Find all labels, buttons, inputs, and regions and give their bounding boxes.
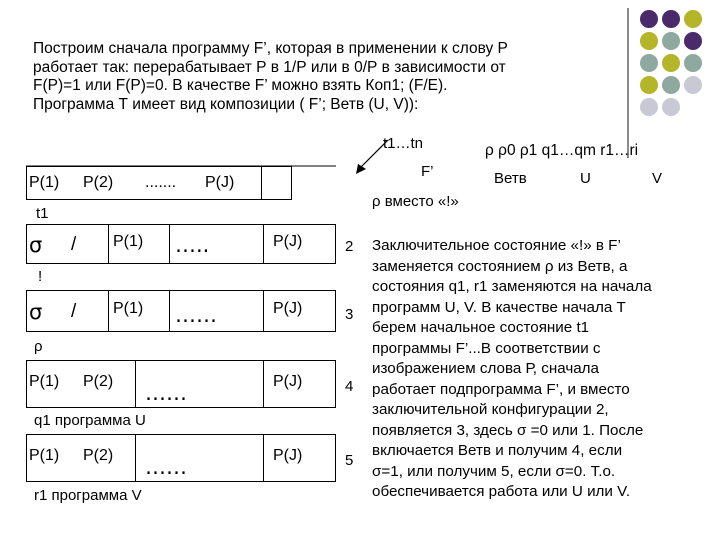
slash-symbol: / [71, 234, 77, 255]
cell-pj: P(J) [205, 174, 235, 191]
state-rho: ρ [34, 338, 43, 355]
explanation-line: σ=1, или получим 5, если σ=0. Т.о. [372, 462, 616, 480]
state-r1-program-v: r1 программа V [34, 487, 142, 504]
tape-4 [26, 360, 336, 408]
column-vetv-label: Ветв [494, 170, 527, 187]
cell-dots: …… [175, 303, 217, 327]
explanation-line: программ U, V. В качестве начала Т [372, 298, 626, 316]
state-t1: t1 [36, 205, 49, 222]
sigma-symbol: σ [29, 300, 43, 324]
cell-pj: P(J) [273, 373, 303, 390]
column-v-label: V [652, 170, 663, 187]
cell-pj: P(J) [273, 300, 303, 317]
cell-p1: P(1) [29, 373, 60, 390]
explanation-line: заключительной конфигурации 2, [372, 401, 609, 418]
config-number-2: 2 [345, 238, 354, 255]
cell-dots: …… [145, 381, 187, 405]
intro-line: работает так: перерабатывает Р в 1/Р или в 0/Р в зависимости от [33, 58, 506, 76]
column-u-label: U [580, 170, 591, 187]
explanation-line: включается Ветв и получим 4, если [372, 442, 623, 459]
config-number-5: 5 [345, 452, 354, 469]
cell-dots: …… [145, 455, 187, 479]
cell-p2: P(2) [83, 174, 114, 191]
explanation-line: берем начальное состояние t1 [372, 319, 590, 336]
tape-2 [26, 224, 336, 264]
cell-pj: P(J) [273, 233, 303, 250]
sigma-symbol: σ [29, 233, 43, 257]
cell-p1: P(1) [113, 300, 144, 317]
cell-p1: P(1) [29, 447, 60, 464]
intro-line: Построим сначала программу F’, которая в применении к слову Р [33, 40, 508, 57]
tape-3 [26, 290, 336, 332]
cell-pj: P(J) [273, 447, 303, 464]
cell-p1: P(1) [113, 233, 144, 250]
explanation-line: заменяется состоянием ρ из Ветв, а [372, 257, 628, 275]
explanation-line: программы F’...В соответствии с [372, 339, 601, 357]
state-q1-program-u: q1 программа U [34, 412, 146, 429]
explanation-line: Заключительное состояние «!» в F’ [372, 237, 621, 254]
intro-line: F(P)=1 или F(P)=0. В качестве F’ можно взять Коп1; (F/E). [33, 77, 448, 94]
rho-instead-label: ρ вместо «!» [372, 193, 459, 210]
cell-dots: ….. [175, 233, 210, 257]
intro-line: Программа Т имеет вид композиции ( F’; Ветв (U, V)): [33, 95, 419, 113]
states-label: ρ ρ0 ρ1 q1…qm r1…ri [485, 142, 639, 159]
explanation-paragraph [372, 236, 712, 503]
t1-tn-label: t1…tn [383, 135, 424, 152]
explanation-line: работает подпрограмма F’, и вместо [372, 380, 630, 398]
explanation-line: появляется 3, здесь σ =0 или 1. После [372, 421, 644, 439]
cell-p2: P(2) [83, 447, 114, 464]
slash-symbol: / [71, 301, 77, 322]
config-number-3: 3 [345, 306, 354, 323]
column-f-label: F’ [421, 163, 434, 180]
config-number-4: 4 [345, 378, 354, 395]
cell-p1: P(1) [29, 174, 60, 191]
cell-p2: P(2) [83, 373, 114, 390]
explanation-line: состояния q1, r1 заменяются на начала [372, 278, 652, 295]
cell-dots: ....... [145, 174, 177, 191]
explanation-line: обеспечивается работа или U или V. [372, 483, 631, 500]
state-exclaim: ! [38, 268, 43, 285]
explanation-line: изображением слова Р, сначала [372, 360, 599, 377]
tape-5 [26, 434, 336, 482]
